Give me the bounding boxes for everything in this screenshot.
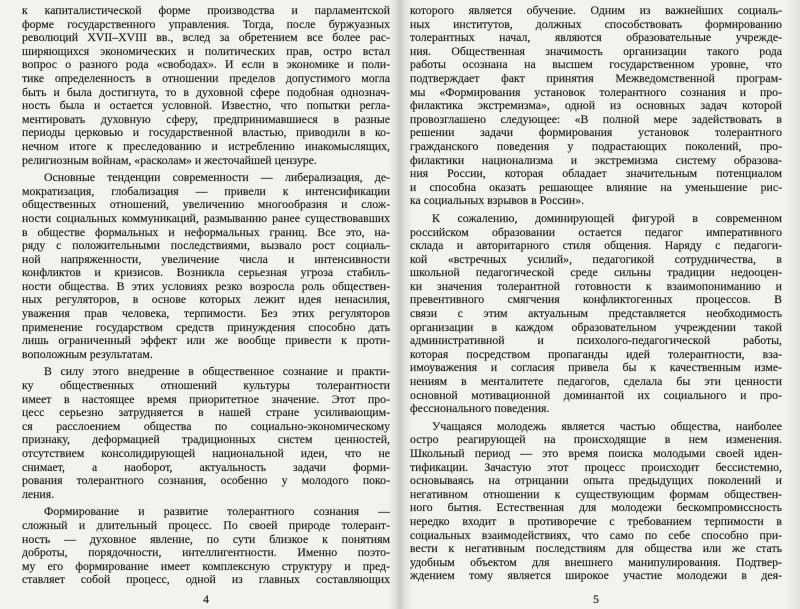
text-line: ния. Общественная значимость организации такого рода (410, 44, 782, 58)
text-line: провозглашено следующее: «В полной мере задействовать в (410, 112, 782, 126)
paragraph (410, 212, 782, 416)
text-line: школьной педагогической среде сильны традиции недооцен- (410, 266, 782, 280)
text-line: Основные тенденции современности — либерализация, де- (44, 171, 390, 185)
text-line: воположным результатам. (22, 347, 153, 361)
text-line: применение государством средств принуждения способно дать (22, 320, 390, 334)
text-line: связи с этим актуальным представляется необходимость (410, 307, 782, 321)
text-line: общественных отношений, увеличению многообразия и слож- (22, 198, 390, 212)
text-line: отсутствием консолидирующей национальной идеи, что не (22, 447, 390, 460)
text-line: ности общества. В этих условиях резко возросла роль обществен- (22, 279, 390, 293)
text-line: религиозным войнам, «расколам» и жесточайшей цензуре. (22, 153, 317, 167)
page-number: 4 (203, 592, 209, 606)
text-line: форме государственного управления. Тогда, после буржуазных (22, 17, 390, 31)
text-line: имеет в настоящее время приоритетное значение. Этот про- (22, 392, 390, 406)
text-line: организации в каждом образовательном учреждении такой (410, 320, 782, 334)
paragraph (410, 420, 782, 583)
text-line: тификации. Зачастую этот процесс происходит бессистемно, (410, 460, 782, 474)
text-line: нередко входит в противоречие с требованием терпимости в (410, 514, 782, 528)
text-line: превентивного смягчения конфликтогенных процессов. В (410, 293, 782, 307)
text-line: административной и психолого-педагогической работы, (410, 334, 782, 348)
text-line: нениям в менталитете педагогов, сделала бы эти ценности (410, 375, 782, 389)
right-page (400, 0, 800, 609)
text-line: вопрос о разного рода «свободах». И если в экономике и поли- (22, 58, 390, 72)
text-line: работы осознана на высшем государственном уровне, что (410, 58, 782, 72)
text-line: основываясь на отрицании опыта предыдущих поколений и (410, 474, 782, 488)
text-line: к капиталистической форме производства и парламентской (22, 4, 390, 17)
text-line: ку общественных отношений культуры толерантности (22, 379, 390, 393)
text-line: остро реагирующей на происходящие в нем изменения. (410, 433, 782, 447)
page-number: 5 (593, 592, 599, 606)
text-line: фессионального поведения. (410, 402, 550, 416)
text-line: ждением тому является широкое участие молодежи в дея- (410, 569, 782, 583)
paragraph (410, 4, 782, 208)
text-line: склада и авторитарного стиля общения. Наряду с педагоги- (410, 239, 782, 253)
text-line: ность — духовное явление, по сути близкое к понятиям (22, 532, 390, 546)
text-line: сложный и длительный процесс. По своей природе толерант- (22, 518, 390, 532)
text-line: признаку, деформацией традиционных систем ценностей, (22, 433, 390, 447)
text-line: уважения прав человека, терпимости. Без этих регуляторов (22, 307, 390, 321)
text-line: социальных взаимодействиях, что само по себе способно при- (410, 528, 782, 542)
text-line: конфликтов и кризисов. Возникла серьезная угроза стабиль- (22, 266, 390, 280)
text-line: му его формирование имеет комплексную структуру и пред- (22, 559, 390, 573)
text-line: нечном итоге к преследованию и истреблению инакомыслящих, (22, 139, 390, 153)
text-line: ности социальных коммуникаций, размыванию ранее существовавших (22, 211, 390, 225)
text-line: ряду с положительными последствиями, вызвало рост социаль- (22, 239, 390, 253)
text-line: доброты, порядочности, интеллигентности. Именно поэто- (22, 546, 390, 560)
text-line: толерантных начал, являются образовательные учрежде- (410, 31, 782, 45)
text-line: Школьный период — это время поиска молодыми своей иден- (410, 447, 782, 460)
right-page-text (410, 4, 782, 583)
paragraph (22, 4, 390, 167)
text-line: в обществе формальных и неформальных границ. Все это, на- (22, 225, 390, 239)
text-line: Учащаяся молодежь является частью общества, наиболее (432, 419, 782, 433)
text-line: ки значения толерантной готовности к взаимопониманию и (410, 279, 782, 293)
text-line: периоды церковью и государственной властью, приводили в ко- (22, 126, 390, 140)
text-line: революций XVII–XVIII вв., вслед за обретением все более рас- (22, 31, 390, 45)
text-line: негативном отношении к существующим формам обществен- (410, 487, 782, 501)
paragraph (22, 171, 390, 361)
text-line: мократизация, глобализация — привели к интенсификации (22, 184, 390, 198)
text-line: К сожалению, доминирующей фигурой в современном (432, 211, 782, 225)
text-line: гражданского поведения у подрастающих поколений, про- (410, 139, 782, 153)
text-line: которого является обучение. Одним из важнейших социаль- (410, 4, 782, 17)
text-line: ся расслоением общества по социально-экономическому (22, 419, 390, 433)
text-line: и способна оказать решающее влияние на уменьшение рис- (410, 180, 782, 194)
text-line: снимает, а наоборот, актуальность задачи форми- (22, 460, 390, 474)
text-line: мы «Формирования установок толерантного сознания и про- (410, 85, 782, 99)
text-line: ных институтов, должных способствовать формированию (410, 17, 782, 31)
text-line: ления. (22, 487, 55, 501)
paragraph (22, 365, 390, 501)
text-line: быть и была достигнута, то в духовной сфере подобная однознач- (22, 85, 390, 99)
text-line: рования толерантного сознания, особенно у молодого поко- (22, 474, 390, 488)
text-line: В силу этого внедрение в общественное сознание и практи- (44, 365, 390, 379)
text-line: ность была и остается условной. Известно, что попытки регла- (22, 99, 390, 113)
text-line: ной напряженности, увеличение числа и интенсивности (22, 252, 390, 266)
text-line: которая посредством пропаганды идей толерантности, вза- (410, 347, 782, 361)
text-line: ка социальных взрывов в России». (410, 194, 585, 208)
text-line: лишь ограниченный эффект или же вообще привести к проти- (22, 334, 390, 348)
left-page-text (22, 4, 390, 587)
text-line: ширяющихся экономических и политических прав, остро встал (22, 44, 390, 58)
paragraph (22, 505, 390, 587)
text-line: ного бытия. Естественная для молодежи бескомпромиссность (410, 501, 782, 515)
text-line: решении задачи формирования установок толерантного (410, 126, 782, 140)
text-line: ния России, которая обладает значительным потенциалом (410, 167, 782, 181)
text-line: филактика экстремизма», одной из основных задач которой (410, 99, 782, 113)
text-line: филактики национализма и экстремизма систему образова- (410, 153, 782, 167)
text-line: кой «встречных усилий», педагогикой сотрудничества, в (410, 252, 782, 266)
text-line: ставляет собой процесс, одной из главных составляющих (22, 573, 390, 587)
text-line: ных регуляторов, в основе которых лежит идея ненасилия, (22, 293, 390, 307)
text-line: вести к негативным последствиям для общества или же стать (410, 542, 782, 556)
text-line: цесс серьезно затрудняется в нашей стране усиливающим- (22, 406, 390, 420)
text-line: имоуважения и согласия привела бы к качественным изме- (410, 361, 782, 375)
text-line: Формирование и развитие толерантного сознания — (44, 505, 390, 519)
text-line: российском образовании остается педагог императивного (410, 225, 782, 239)
text-line: основной мотивационной доминантой их социального и про- (410, 388, 782, 402)
text-line: удобным объектом для внешнего манипулирования. Подтвер- (410, 555, 782, 569)
text-line: ментировать духовную сферу, предпринимавшиеся в разные (22, 112, 390, 126)
text-line: подтверждает факт принятия Межведомственной програм- (410, 71, 782, 85)
text-line: тике определенность в отношении пределов допустимого могла (22, 71, 390, 85)
